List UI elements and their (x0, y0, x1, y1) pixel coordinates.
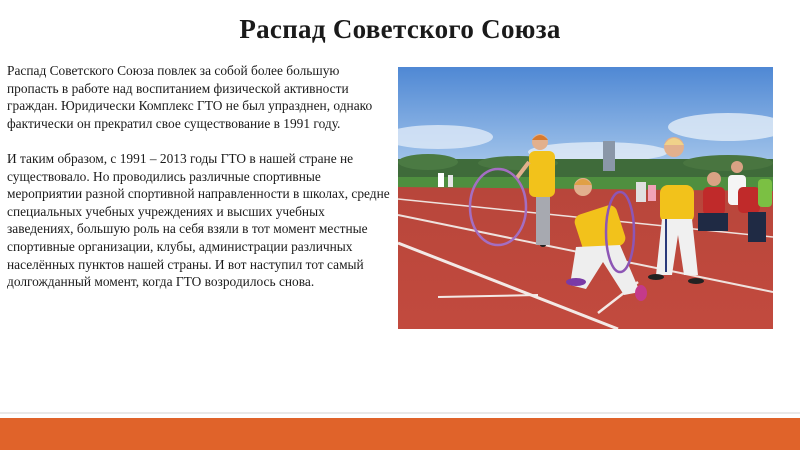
paragraph-1: Распад Советского Союза повлек за собой более большую пропасть в работе над воспитанием физической активности граждан. Юридически Комплекс ГТО не был упразднен, однако фактически он прекратил свое существование в 1991 году. (7, 63, 373, 131)
slide-title: Распад Советского Союза (239, 14, 561, 44)
footer-bar (0, 418, 800, 450)
hula-hoop-relay-image (398, 67, 773, 329)
slide-body (7, 62, 393, 308)
sports-photo (398, 67, 773, 329)
footer-divider (0, 412, 800, 414)
paragraph-2: И таким образом, с 1991 – 2013 годы ГТО в нашей стране не существовало. Но проводились различные спортивные мероприятии разной спортивной направленности в школах, средне специальных учебных учреждениях и высших учебных заведениях, большую роль на себя взяли в тот момент местные спортивные организации, клубы, администрации различных населённых пунктов нашей страны. И вот наступил тот самый долгожданный момент, когда ГТО возродилось снова. (7, 150, 390, 290)
